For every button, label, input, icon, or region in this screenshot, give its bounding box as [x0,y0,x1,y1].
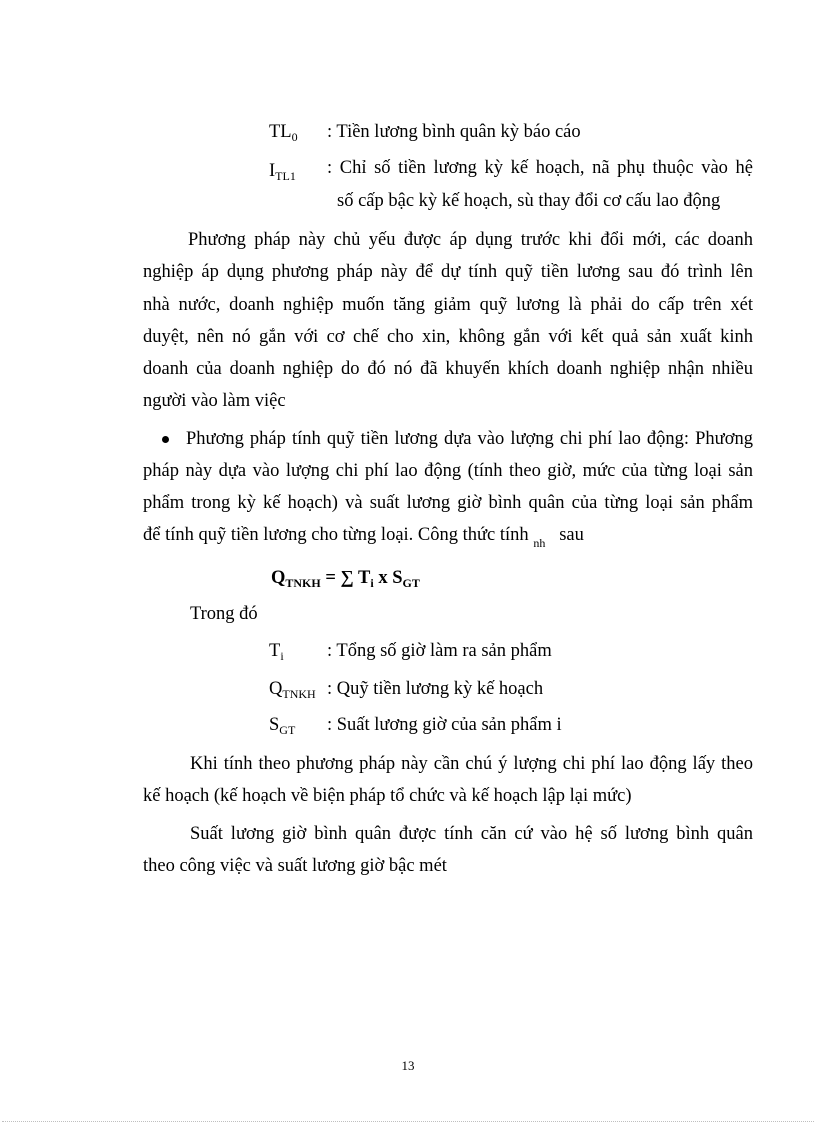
where-label: Trong đó [190,604,258,624]
para2-line-1: Khi tính theo phương pháp này cần chú ý lượng chi phí lao động lấy theo [190,754,753,774]
def-symbol-itl1: $I_{TL1}$ [269,161,296,183]
para2-line-2: kế hoạch (kế hoạch về biện pháp tổ chức và kế hoạch lập lại mức) [143,786,632,806]
def-desc-qtnkh: : Quỹ tiền lương kỳ kế hoạch [327,679,544,699]
page-bottom-border [2,1121,814,1122]
def-desc-sgt: : Suất lương giờ của sản phẩm i [327,715,562,735]
para3-line-1: Suất lương giờ bình quân được tính căn cứ vào hệ số lương bình quân [190,824,753,844]
bullet-line-3: phẩm trong kỳ kế hoạch) và suất lương giờ bình quân của từng loại sản phẩm [143,493,753,513]
para3-line-2: theo công việc và suất lương giờ bậc mét [143,856,447,876]
para1-line-1: Phương pháp này chủ yếu được áp dụng trước khi đổi mới, các doanh [188,230,753,250]
formula: $Q_{TNKH}$ = ∑ $T_i$ x $S_{GT}$ [271,568,420,590]
para1-line-5: doanh của doanh nghiệp do đó nó đã khuyến khích doanh nghiệp nhận nhiều [143,359,753,379]
para1-line-3: nhà nước, doanh nghiệp muốn tăng giảm quỹ lương là phải do cấp trên xét [143,295,753,315]
para1-line-2: nghiệp áp dụng phương pháp này để dự tính quỹ tiền lương sau đó trình lên [143,262,753,282]
def-desc-itl1-cont: số cấp bậc kỳ kế hoạch, sù thay đổi cơ cấu lao động [337,191,721,211]
def-symbol-qtnkh: $Q_{TNKH}$ [269,679,316,701]
bullet-line-2: pháp này dựa vào lượng chi phí lao động (tính theo giờ, mức của từng loại sản [143,461,753,481]
bullet-icon [162,436,169,443]
bullet-line-4: để tính quỹ tiền lương cho từng loại. Công thức tính $_{nh}$ sau [143,525,584,550]
def-desc-itl1: : Chỉ số tiền lương kỳ kế hoạch, nã phụ thuộc vào hệ [327,158,753,178]
bullet-line-1: Phương pháp tính quỹ tiền lương dựa vào lượng chi phí lao động: Phương [186,429,753,449]
para1-line-6: người vào làm việc [143,391,286,411]
def-symbol-sgt: $S_{GT}$ [269,715,296,737]
def-desc-tl0: : Tiền lương bình quân kỳ báo cáo [327,122,581,142]
def-symbol-ti: $T_i$ [269,641,284,663]
def-symbol-tl0: $TL_0$ [269,122,298,144]
para1-line-4: duyệt, nên nó gắn với cơ chế cho xin, không gắn với kết quả sản xuất kinh [143,327,753,347]
page-number: 13 [401,1058,415,1073]
def-desc-ti: : Tổng số giờ làm ra sản phẩm [327,641,552,661]
